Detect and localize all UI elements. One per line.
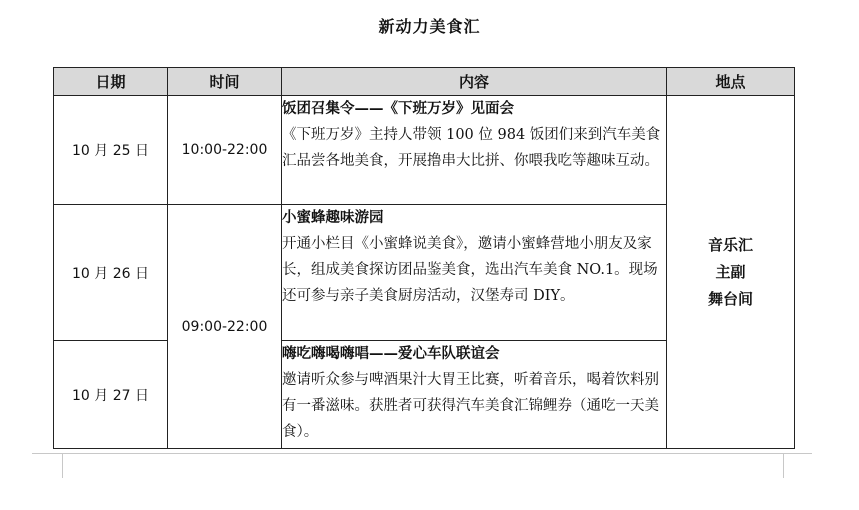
- content-cell: [282, 341, 667, 449]
- document-title: 新动力美食汇: [378, 17, 481, 36]
- location-cell: [667, 96, 795, 449]
- header-location: 地点: [667, 68, 795, 96]
- content-cell: [282, 205, 667, 341]
- location-line: 音乐汇: [707, 235, 753, 254]
- event-title: 小蜜蜂趣味游园: [282, 209, 384, 226]
- header-date: 日期: [54, 68, 168, 96]
- event-title: 饭团召集令——《下班万岁》见面会: [282, 100, 514, 117]
- time-cell: 09:00-22:00: [168, 205, 282, 449]
- event-description: 《下班万岁》主持人带领 100 位 984 饭团们来到汽车美食汇品尝各地美食，开展撸串大比拼、你喂我吃等趣味互动。: [282, 127, 661, 169]
- schedule-table: [53, 67, 795, 449]
- event-description: 邀请听众参与啤酒果汁大胃王比赛，听着音乐，喝着饮料别有一番滋味。获胜者可获得汽车美食汇锦鲤券（通吃一天美食）。: [282, 372, 659, 440]
- location-line: 舞台间: [707, 289, 753, 308]
- event-description: 开通小栏目《小蜜蜂说美食》，邀请小蜜蜂营地小朋友及家长，组成美食探访团品鉴美食，选出汽车美食 NO.1。现场还可参与亲子美食厨房活动，汉堡寿司 DIY。: [282, 236, 658, 304]
- header-time: 时间: [168, 68, 282, 96]
- table-row: [54, 96, 795, 205]
- time-cell: 10:00-22:00: [168, 96, 282, 205]
- location-line: 主副: [715, 262, 746, 281]
- content-cell: [282, 96, 667, 205]
- page-divider: [32, 453, 812, 454]
- date-cell: 10 月 26 日: [54, 205, 168, 341]
- page-margin-mark: [62, 454, 63, 478]
- table-header-row: [54, 68, 795, 96]
- header-content: 内容: [282, 68, 667, 96]
- page-margin-mark: [783, 454, 784, 478]
- event-title: 嗨吃嗨喝嗨唱——爱心车队联谊会: [282, 345, 500, 362]
- date-cell: 10 月 27 日: [54, 341, 168, 449]
- date-cell: 10 月 25 日: [54, 96, 168, 205]
